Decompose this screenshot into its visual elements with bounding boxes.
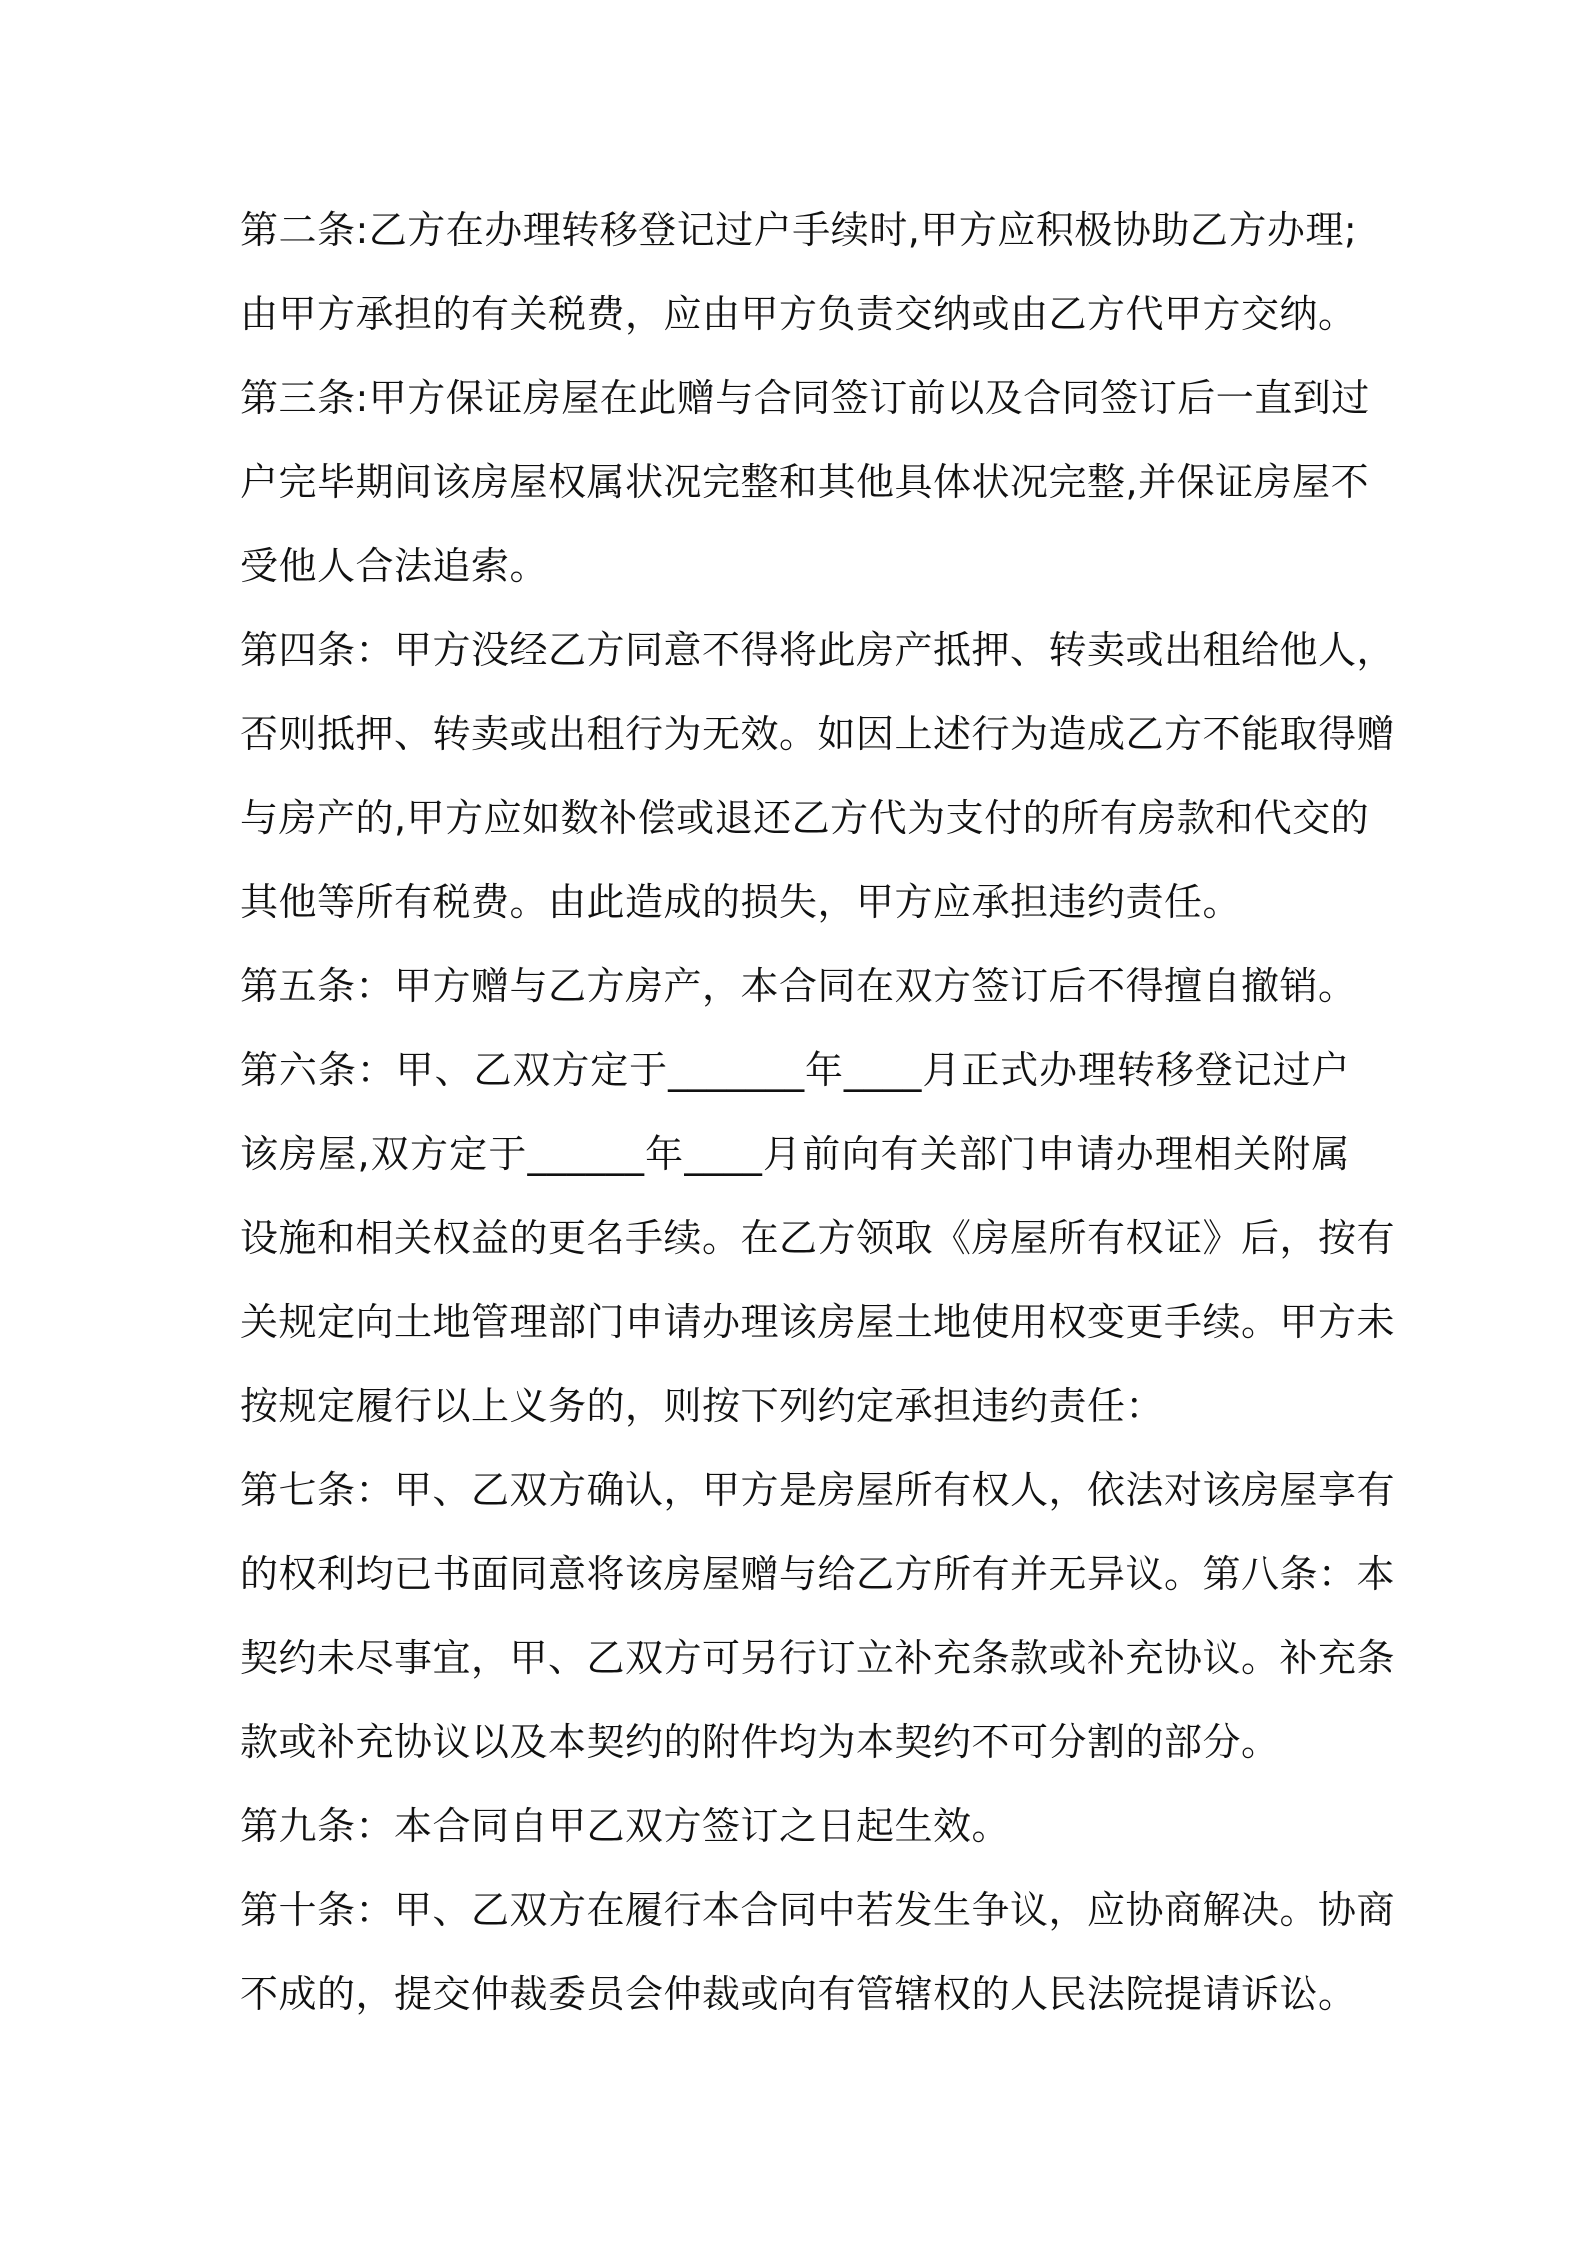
text-line: 该房屋,双方定于______年____月前向有关部门申请办理相关附属	[240, 1132, 1350, 1176]
text-line: 契约未尽事宜，甲、乙双方可另行订立补充条款或补充协议。补充条	[240, 1636, 1396, 1680]
text-line: 款或补充协议以及本契约的附件均为本契约不可分割的部分。	[240, 1720, 1280, 1764]
text-line: 第三条:甲方保证房屋在此赠与合同签订前以及合同签订后一直到过	[240, 376, 1370, 420]
text-line: 受他人合法追索。	[240, 544, 549, 588]
text-line: 按规定履行以上义务的，则按下列约定承担违约责任：	[240, 1384, 1165, 1428]
text-line: 的权利均已书面同意将该房屋赠与给乙方所有并无异议。第八条：本	[240, 1552, 1396, 1596]
text-line: 户完毕期间该房屋权属状况完整和其他具体状况完整,并保证房屋不	[240, 460, 1370, 504]
text-line: 由甲方承担的有关税费，应由甲方负责交纳或由乙方代甲方交纳。	[240, 292, 1357, 336]
text-line: 不成的，提交仲裁委员会仲裁或向有管辖权的人民法院提请诉讼。	[240, 1972, 1357, 2016]
text-line: 第四条：甲方没经乙方同意不得将此房产抵押、转卖或出租给他人，	[240, 628, 1396, 672]
text-line: 设施和相关权益的更名手续。在乙方领取《房屋所有权证》后，按有	[240, 1216, 1396, 1260]
text-line: 第九条：本合同自甲乙双方签订之日起生效。	[240, 1804, 1011, 1848]
text-line: 其他等所有税费。由此造成的损失，甲方应承担违约责任。	[240, 880, 1242, 924]
text-line: 第十条：甲、乙双方在履行本合同中若发生争议，应协商解决。协商	[240, 1888, 1396, 1932]
text-line: 否则抵押、转卖或出租行为无效。如因上述行为造成乙方不能取得赠	[240, 712, 1396, 756]
contract-page-body	[240, 188, 1396, 2036]
text-line: 第二条:乙方在办理转移登记过户手续时,甲方应积极协助乙方办理;	[240, 208, 1358, 252]
text-line: 与房产的,甲方应如数补偿或退还乙方代为支付的所有房款和代交的	[240, 796, 1370, 840]
text-line: 第七条：甲、乙双方确认，甲方是房屋所有权人，依法对该房屋享有	[240, 1468, 1396, 1512]
text-line: 第六条：甲、乙双方定于_______年____月正式办理转移登记过户	[240, 1048, 1350, 1092]
text-line: 第五条：甲方赠与乙方房产，本合同在双方签订后不得擅自撤销。	[240, 964, 1357, 1008]
text-line: 关规定向土地管理部门申请办理该房屋土地使用权变更手续。甲方未	[240, 1300, 1396, 1344]
